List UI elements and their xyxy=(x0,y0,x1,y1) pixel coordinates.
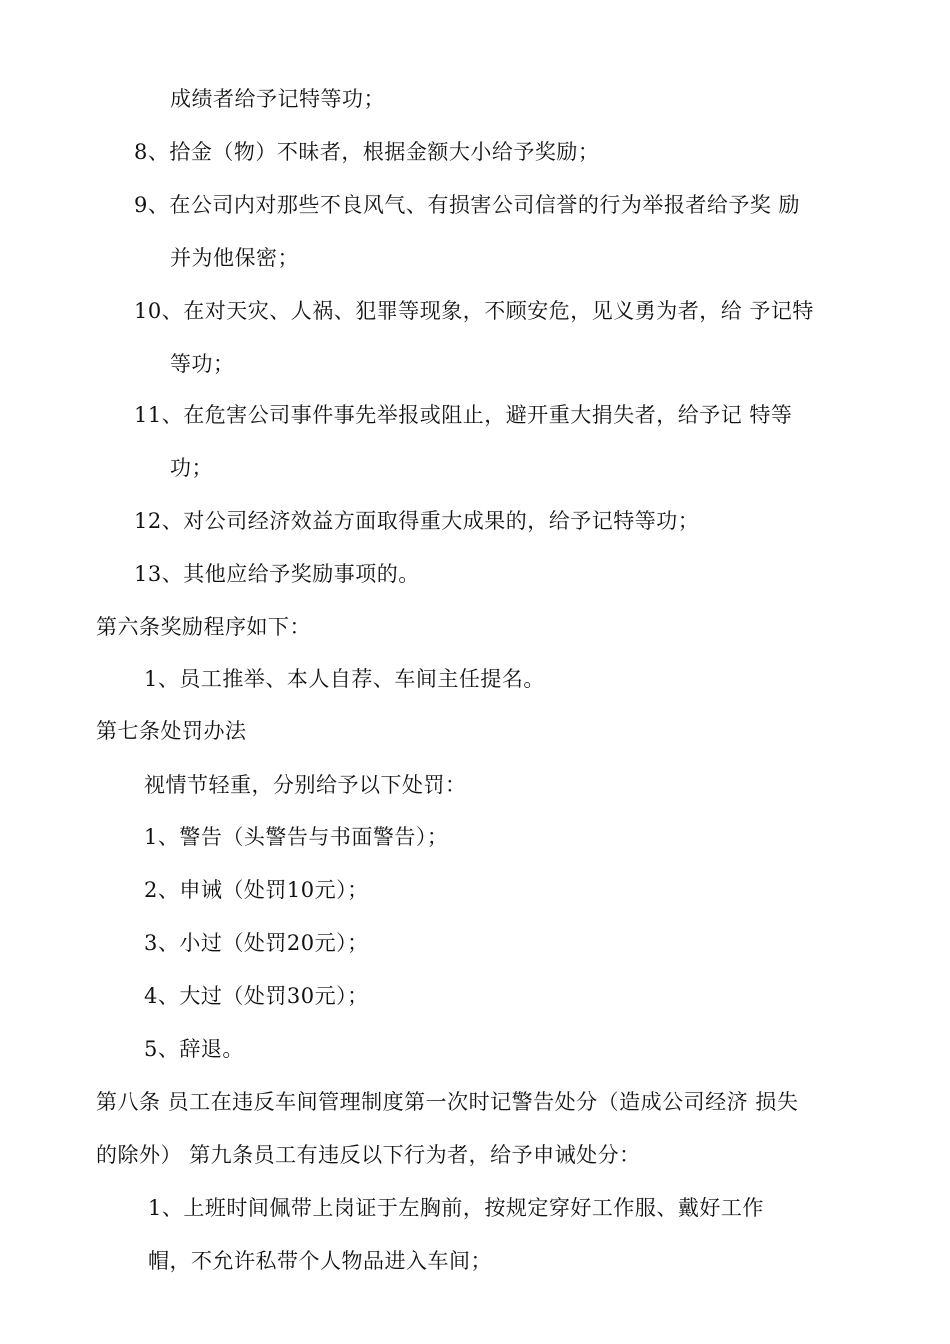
text-line: 13、其他应给予奖励事项的。 xyxy=(134,562,420,586)
text-line: 8、拾金（物）不昧者，根据金额大小给予奖励； xyxy=(134,140,600,164)
text-line: 成绩者给予记特等功； xyxy=(170,87,385,111)
article-heading: 第七条处罚办法 xyxy=(96,719,247,743)
text-line: 10、在对天灾、人祸、犯罪等现象，不顾安危，见义勇为者，给 予记特 xyxy=(134,299,814,323)
text-line: 12、对公司经济效益方面取得重大成果的，给予记特等功； xyxy=(134,509,700,533)
text-line: 并为他保密； xyxy=(170,246,299,270)
text-line: 3、小过（处罚20元）； xyxy=(144,931,369,955)
text-line: 1、警告（头警告与书面警告）； xyxy=(144,825,449,849)
text-line: 4、大过（处罚30元）； xyxy=(144,984,369,1008)
text-line: 1、上班时间佩带上岗证于左胸前，按规定穿好工作服、戴好工作 xyxy=(148,1196,764,1220)
text-line: 5、辞退。 xyxy=(144,1037,244,1061)
text-line: 等功； xyxy=(170,352,235,376)
text-line: 功； xyxy=(170,456,213,480)
article-heading: 第六条奖励程序如下： xyxy=(96,615,311,639)
text-line: 2、申诫（处罚10元）； xyxy=(144,878,369,902)
text-line: 9、在公司内对那些不良风气、有损害公司信誉的行为举报者给予奖 励 xyxy=(134,193,801,217)
text-line: 帽，不允许私带个人物品进入车间； xyxy=(148,1249,492,1273)
text-line: 视情节轻重，分别给予以下处罚： xyxy=(144,773,467,797)
text-line: 的除外） 第九条员工有违反以下行为者，给予申诫处分： xyxy=(96,1143,641,1167)
text-line: 11、在危害公司事件事先举报或阻止，避开重大捐失者，给予记 特等 xyxy=(134,403,793,427)
text-line: 1、员工推举、本人自荐、车间主任提名。 xyxy=(144,667,545,691)
article-heading: 第八条 员工在违反车间管理制度第一次时记警告处分（造成公司经济 损失 xyxy=(96,1090,799,1114)
